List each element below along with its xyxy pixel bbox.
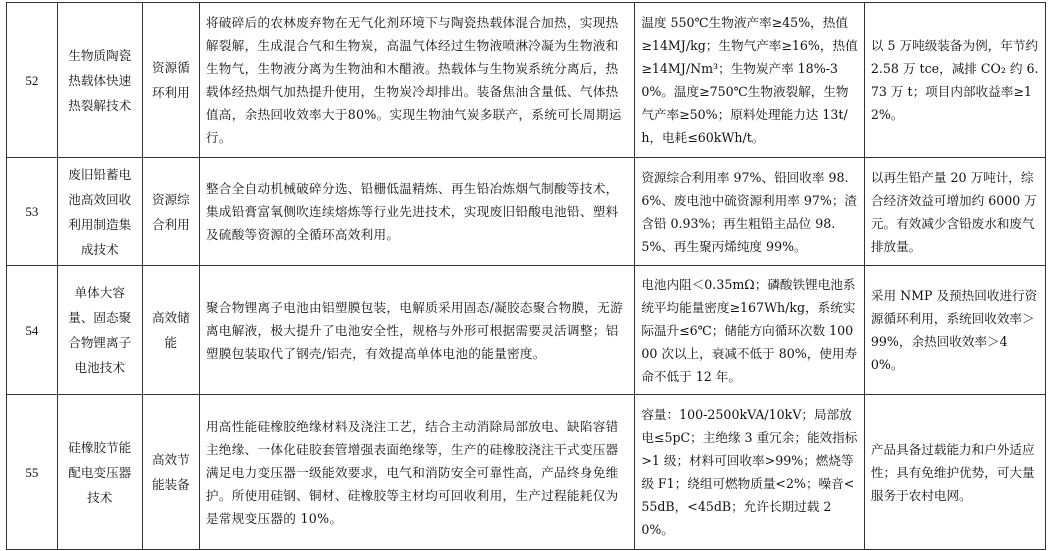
technology-category: 高效节能装备 — [142, 395, 199, 550]
technology-indicators: 容量：100-2500kVA/10kV；局部放电≤5pC；主绝缘 3 重冗余；能效指标>1 级；材料可回收率>99%；燃烧等级 F1；绕组可燃物质量<2%；噪音<55dB，<45dB；允许长期过载 20%。 — [635, 395, 865, 550]
technology-description: 聚合物锂离子电池由铝塑膜包装，电解质采用固态/凝胶态聚合物膜，无游离电解液，极大提升了电池安全性，规格与外形可根据需要灵活调整；铝塑膜包装取代了钢壳/铝壳，有效提高单体电池的能量密度。 — [199, 266, 634, 395]
technology-category: 资源循环利用 — [142, 3, 199, 158]
technology-name: 硅橡胶节能配电变压器技术 — [57, 395, 142, 550]
application-example: 采用 NMP 及预热回收进行资源循环利用，系统回收效率＞99%，余热回收效率＞40%。 — [864, 266, 1045, 395]
technology-table — [6, 2, 1046, 550]
row-number: 53 — [7, 158, 58, 266]
technology-indicators: 温度 550℃生物液产率≥45%，热值≥14MJ/kg；生物气产率≥16%，热值≥14MJ/Nm³；生物炭产率 18%-30%。温度≥750℃生物液裂解，生物气产率≥50%；原料处理能力达 13t/h，电耗≤60kWh/t。 — [635, 3, 865, 158]
row-number: 54 — [7, 266, 58, 395]
row-number: 52 — [7, 3, 58, 158]
table-row — [7, 3, 1046, 158]
application-example: 以再生铅产量 20 万吨计，综合经济效益可增加约 6000 万元。有效减少含铅废水和废气排放量。 — [864, 158, 1045, 266]
table-row — [7, 266, 1046, 395]
technology-category: 资源综合利用 — [142, 158, 199, 266]
technology-description: 将破碎后的农林废弃物在无气化剂环境下与陶瓷热载体混合加热，实现热解裂解，生成混合气和生物炭，高温气体经过生物液喷淋冷凝为生物液和生物气，生物液分离为生物油和木醋液。热载体与生物炭系统分离后，热载体经热烟气加热提升使用，生物炭冷却排出。装备焦油含量低、气体热值高，余热回收效率大于80%。实现生物油气炭多联产，系统可长周期运行。 — [199, 3, 634, 158]
application-example: 以 5 万吨级装备为例，年节约 2.58 万 tce，减排 CO₂ 约 6.73 万 t；项目内部收益率≥12%。 — [864, 3, 1045, 158]
technology-indicators: 电池内阻＜0.35mΩ；磷酸铁锂电池系统平均能量密度≥167Wh/kg，系统实际温升≤6℃；储能方向循环次数 10000 次以上，衰减不低于 80%，使用寿命不低于 12 年。 — [635, 266, 865, 395]
row-number: 55 — [7, 395, 58, 550]
technology-name: 生物质陶瓷热载体快速热裂解技术 — [57, 3, 142, 158]
application-example: 产品具备过载能力和户外适应性；具有免维护优势，可大量服务于农村电网。 — [864, 395, 1045, 550]
technology-name: 废旧铅蓄电池高效回收利用制造集成技术 — [57, 158, 142, 266]
technology-description: 整合全自动机械破碎分选、铅栅低温精炼、再生铅冶炼烟气制酸等技术，集成铅膏富氧侧吹连续熔炼等行业先进技术，实现废旧铅酸电池铅、塑料及硫酸等资源的全循环高效利用。 — [199, 158, 634, 266]
technology-description: 用高性能硅橡胶绝缘材料及浇注工艺，结合主动消除局部放电、缺陷容错主绝缘、一体化硅胶套管增强表面绝缘等，生产的硅橡胶浇注干式变压器满足电力变压器一级能效要求，电气和消防安全可靠性高，产品终身免维护。所使用硅钢、铜材、硅橡胶等主材均可回收利用，生产过程能耗仅为是常规变压器的 10%。 — [199, 395, 634, 550]
table-row — [7, 158, 1046, 266]
table-row — [7, 395, 1046, 550]
technology-indicators: 资源综合利用率 97%、铅回收率 98.6%、废电池中硫资源利用率 97%；渣含铅 0.93%；再生粗铅主品位 98.5%、再生聚丙烯纯度 99%。 — [635, 158, 865, 266]
technology-category: 高效储能 — [142, 266, 199, 395]
technology-name: 单体大容量、固态聚合物锂离子电池技术 — [57, 266, 142, 395]
